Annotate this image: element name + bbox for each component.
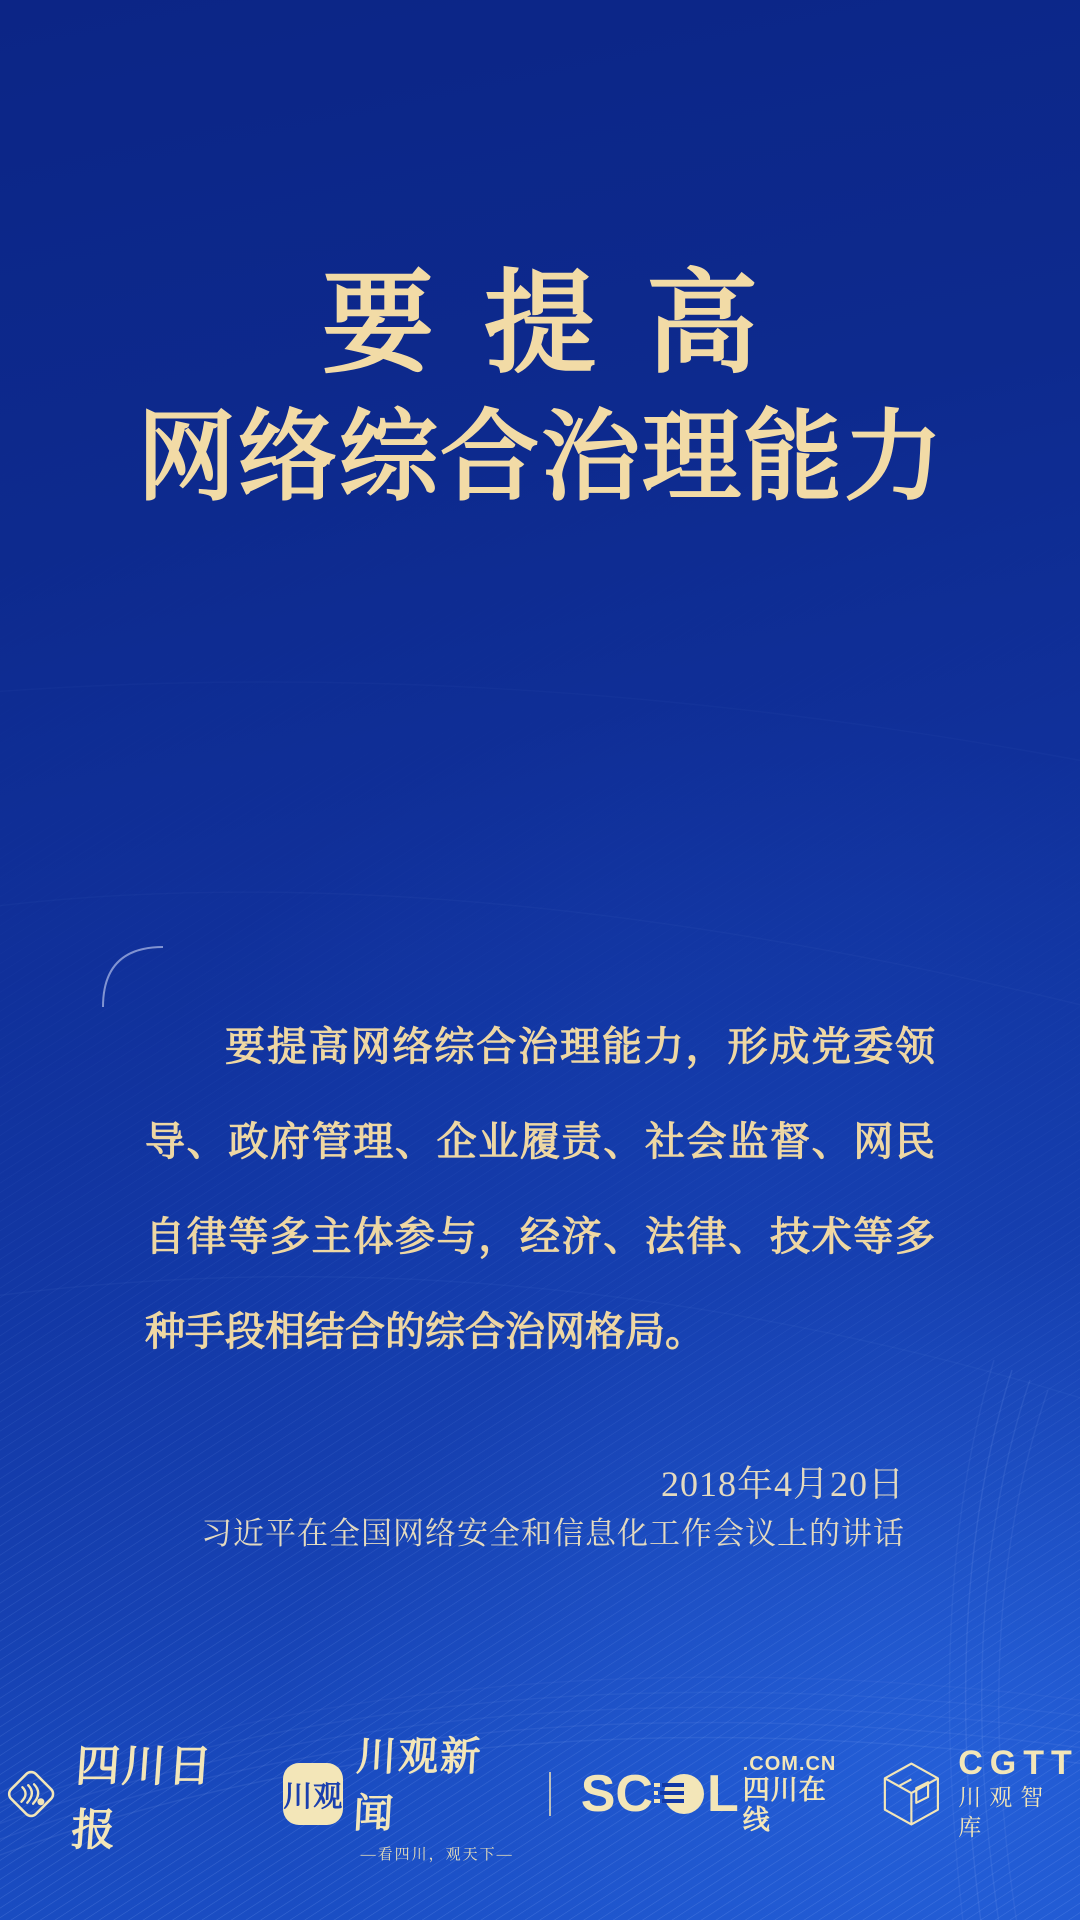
quote-line: 自律等多主体参与，经济、法律、技术等多	[145, 1214, 935, 1259]
scol-cn-name: 四川在线	[742, 1775, 827, 1835]
cgtt-cn-name: 川观智库	[958, 1785, 1052, 1840]
footer-divider	[549, 1772, 551, 1816]
footer-logo-strip	[0, 1733, 1080, 1863]
quote-line: 种手段相结合的综合治网格局。	[145, 1309, 705, 1354]
cgtt-logo	[877, 1745, 1080, 1843]
chuanguan-news-logo	[283, 1725, 519, 1864]
chuanguan-news-name: 川观新闻	[352, 1733, 484, 1836]
chuanguan-app-icon-text: 川观	[283, 1780, 344, 1813]
title-line-1: 要提高	[322, 263, 808, 387]
scol-logo	[581, 1753, 848, 1835]
scol-suffix: L	[706, 1765, 739, 1823]
page-title	[0, 258, 1080, 520]
quote-line: 导、政府管理、企业履责、社会监督、网民	[145, 1119, 935, 1164]
sichuan-daily-diamond-icon	[0, 1762, 62, 1826]
quote-date: 2018年4月20日	[660, 1464, 905, 1504]
quote-attribution: 习近平在全国网络安全和信息化工作会议上的讲话	[201, 1516, 905, 1551]
quote-body	[145, 999, 935, 1379]
quote-line: 要提高网络综合治理能力，形成党委领	[225, 1024, 935, 1069]
chuanguan-news-tagline: —看四川，观天下—	[360, 1846, 514, 1863]
scol-globe-icon	[654, 1772, 706, 1816]
scol-prefix: SC	[580, 1765, 653, 1823]
cgtt-latin-name: CGTT	[958, 1744, 1079, 1782]
cgtt-cube-icon	[877, 1759, 946, 1829]
chuanguan-app-icon	[283, 1763, 343, 1825]
sichuan-daily-name: 四川日报	[69, 1742, 216, 1855]
sichuan-daily-logo	[0, 1730, 253, 1858]
quote-source	[201, 1462, 905, 1554]
title-line-2: 网络综合治理能力	[137, 404, 945, 513]
scol-domain: .COM.CN	[742, 1753, 837, 1775]
